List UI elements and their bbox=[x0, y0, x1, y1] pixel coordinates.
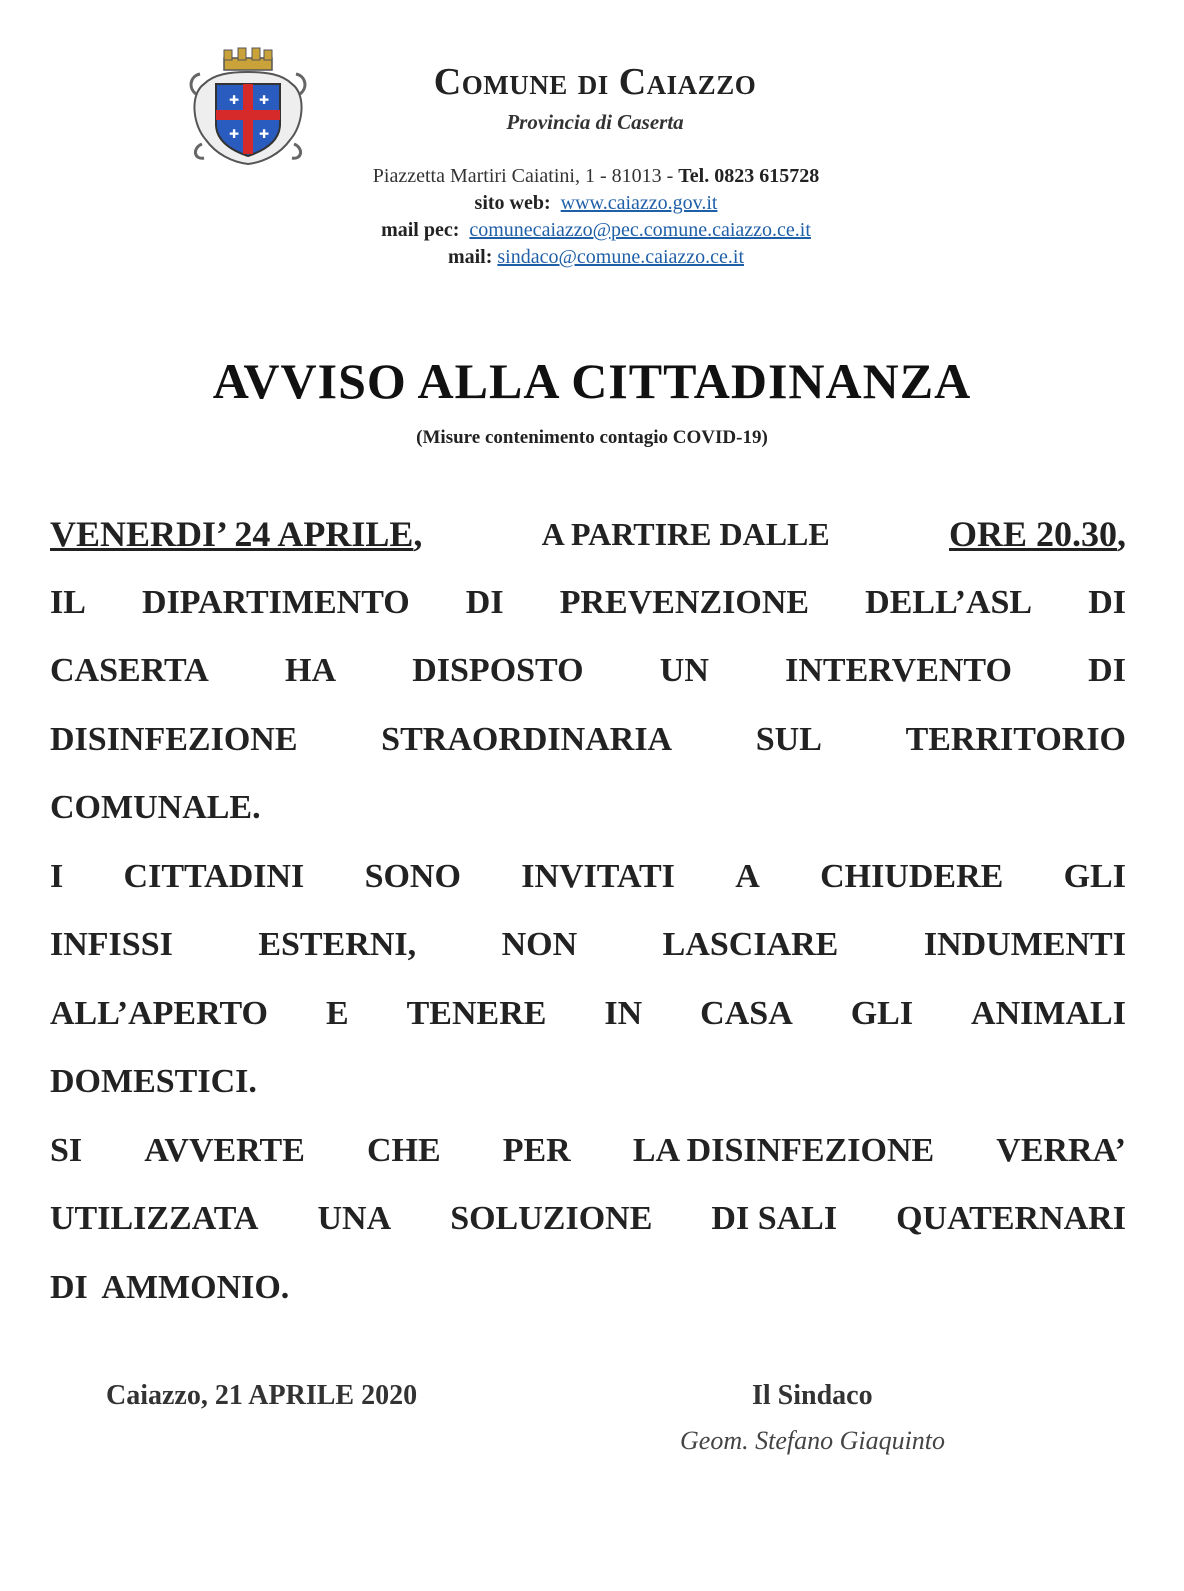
website-label: sito web: bbox=[474, 192, 551, 214]
body-word: ESTERNI, bbox=[258, 926, 417, 963]
when-end: , bbox=[1117, 514, 1126, 554]
body-line bbox=[50, 1185, 1126, 1254]
body-word: COMUNALE. bbox=[50, 789, 261, 826]
body-word: E bbox=[325, 994, 349, 1032]
notice-subtitle: (Misure contenimento contagio COVID-19) bbox=[416, 427, 768, 448]
contact-block bbox=[300, 163, 892, 271]
body-line bbox=[50, 843, 1126, 912]
pec-label: mail pec: bbox=[381, 219, 460, 241]
body-word: UTILIZZATA bbox=[50, 1200, 259, 1237]
body-word: INFISSI bbox=[50, 926, 173, 963]
body-line bbox=[50, 1048, 1126, 1117]
body-word: LASCIARE bbox=[662, 926, 839, 963]
body-word: PREVENZIONE bbox=[559, 583, 810, 621]
body-word: TENERE bbox=[406, 994, 547, 1032]
body-word: I bbox=[50, 857, 64, 895]
body-word: IL bbox=[50, 583, 86, 621]
body-word: DIPARTIMENTO bbox=[142, 583, 410, 621]
body-word: INVITATI bbox=[521, 857, 675, 895]
address-text: Piazzetta Martiri Caiatini, 1 - 81013 - bbox=[372, 165, 674, 187]
body-line bbox=[50, 1117, 1126, 1186]
body-word: VERRA’ bbox=[996, 1131, 1126, 1169]
body-word: DI bbox=[1088, 652, 1126, 689]
when-time: ORE 20.30 bbox=[948, 514, 1117, 554]
body-line bbox=[50, 1254, 1126, 1323]
mail-label: mail: bbox=[447, 246, 493, 268]
body-word: PER bbox=[502, 1131, 571, 1169]
body-lines bbox=[50, 569, 1126, 1323]
notice-title: AVVISO ALLA CITTADINANZA bbox=[212, 353, 972, 409]
body-word: UNA bbox=[317, 1200, 392, 1237]
address-line bbox=[300, 163, 892, 190]
body-word: ANIMALI bbox=[971, 994, 1126, 1032]
when-day: VENERDI’ 24 APRILE bbox=[50, 514, 414, 554]
body-word: UN bbox=[659, 652, 709, 689]
website-line bbox=[300, 190, 892, 217]
body-word: HA bbox=[285, 652, 336, 689]
when-comma: , bbox=[413, 514, 423, 554]
notice-body bbox=[50, 500, 1126, 1322]
body-word: AMMONIO. bbox=[101, 1268, 290, 1306]
pec-link[interactable]: comunecaiazzo@pec.comune.caiazzo.ce.it bbox=[469, 219, 811, 241]
signatory-name: Geom. Stefano Giaquinto bbox=[680, 1426, 946, 1455]
body-line bbox=[50, 637, 1126, 706]
body-word: DI bbox=[1088, 583, 1126, 621]
body-word: DI SALI bbox=[711, 1200, 838, 1237]
body-word: CASA bbox=[700, 994, 793, 1032]
body-word: CITTADINI bbox=[123, 857, 305, 895]
phone-text: Tel. 0823 615728 bbox=[678, 165, 820, 187]
svg-text:✚: ✚ bbox=[229, 93, 240, 107]
body-word: A bbox=[735, 857, 760, 895]
body-word: NON bbox=[501, 926, 578, 963]
body-word: IN bbox=[604, 994, 643, 1032]
province-name: Provincia di Caserta bbox=[506, 110, 684, 134]
svg-text:✚: ✚ bbox=[259, 127, 270, 141]
body-line bbox=[50, 706, 1126, 775]
municipality-name: Comune di Caiazzo bbox=[433, 61, 757, 103]
body-word: DOMESTICI. bbox=[50, 1063, 257, 1100]
body-word: ALL’APERTO bbox=[50, 994, 268, 1032]
mail-link[interactable]: sindaco@comune.caiazzo.ce.it bbox=[497, 246, 745, 268]
body-word: SI bbox=[50, 1131, 83, 1169]
body-line bbox=[50, 980, 1126, 1049]
pec-line bbox=[300, 217, 892, 244]
body-line bbox=[50, 569, 1126, 638]
body-word: INDUMENTI bbox=[923, 926, 1126, 963]
body-word: GLI bbox=[1063, 857, 1126, 895]
body-word: DI bbox=[465, 583, 504, 621]
body-word: CHIUDERE bbox=[820, 857, 1004, 895]
body-word: CASERTA bbox=[50, 652, 209, 689]
when-middle: A PARTIRE DALLE bbox=[541, 516, 830, 552]
website-link[interactable]: www.caiazzo.gov.it bbox=[560, 192, 718, 214]
body-word: SOLUZIONE bbox=[450, 1200, 653, 1237]
body-word: DI bbox=[50, 1268, 88, 1306]
svg-text:✚: ✚ bbox=[229, 127, 240, 141]
body-line bbox=[50, 774, 1126, 843]
body-word: DISINFEZIONE bbox=[50, 720, 298, 758]
when-time-group bbox=[949, 500, 1126, 569]
body-word: AVVERTE bbox=[144, 1131, 305, 1169]
body-word: TERRITORIO bbox=[905, 720, 1126, 758]
body-word: DELL’ASL bbox=[865, 583, 1033, 621]
mail-line bbox=[300, 244, 892, 271]
body-line bbox=[50, 911, 1126, 980]
body-word: DISPOSTO bbox=[412, 652, 584, 689]
when-line bbox=[50, 500, 1126, 569]
body-word: SONO bbox=[364, 857, 461, 895]
body-word: GLI bbox=[850, 994, 914, 1032]
coat-of-arms-icon bbox=[186, 44, 310, 168]
when-day-group bbox=[50, 500, 422, 569]
body-word: INTERVENTO bbox=[785, 652, 1012, 689]
body-word: LA DISINFEZIONE bbox=[632, 1131, 935, 1169]
svg-text:✚: ✚ bbox=[259, 93, 270, 107]
body-word: STRAORDINARIA bbox=[381, 720, 673, 758]
body-word: SUL bbox=[755, 720, 822, 758]
body-word: QUATERNARI bbox=[896, 1200, 1126, 1237]
signatory-role: Il Sindaco bbox=[752, 1380, 873, 1411]
document-date: Caiazzo, 21 APRILE 2020 bbox=[106, 1380, 418, 1411]
body-word: CHE bbox=[366, 1131, 441, 1169]
crown-icon bbox=[224, 48, 272, 70]
